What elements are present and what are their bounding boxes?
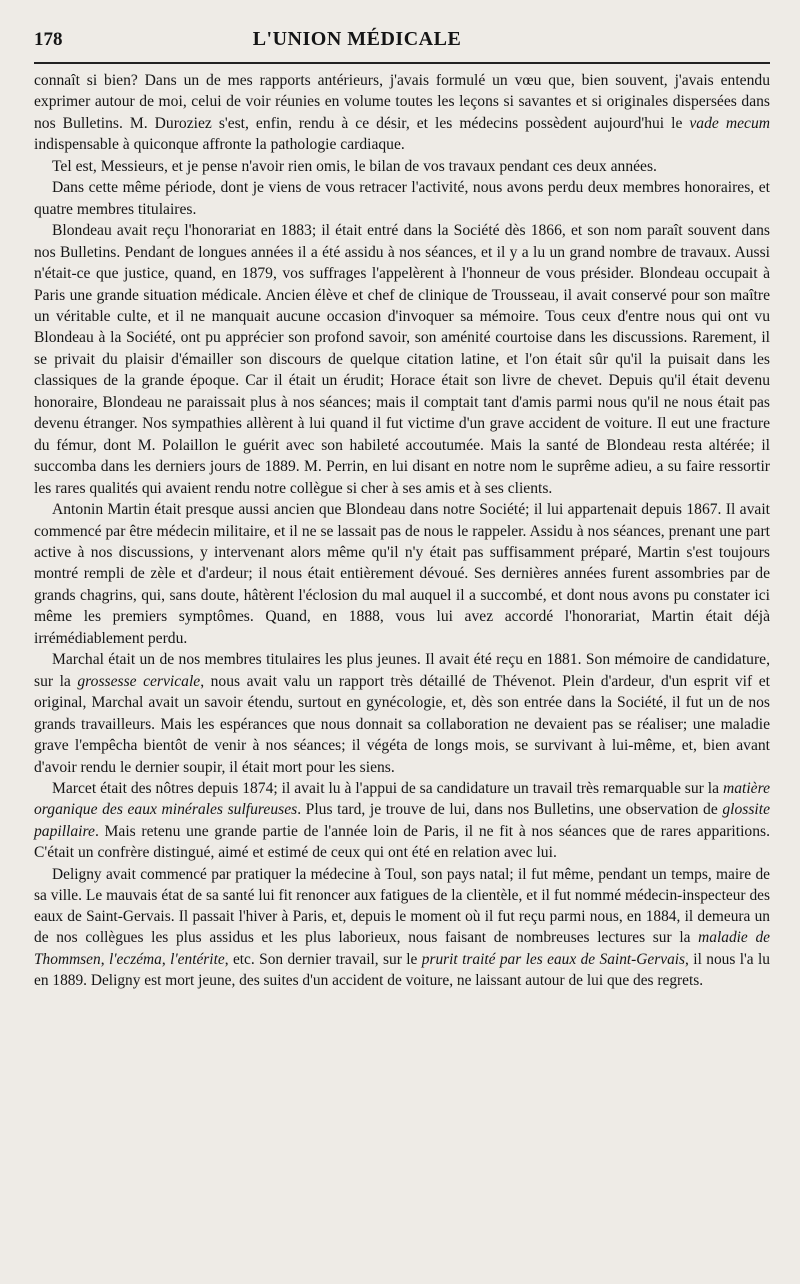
italic-text-segment: maladie de Thommsen (34, 929, 770, 968)
italic-text-segment: grossesse cervicale (77, 672, 201, 690)
text-segment: indispensable à quiconque affronte la pathologie cardiaque. (34, 136, 405, 154)
page-header (34, 28, 770, 58)
text-segment: . Plus tard, je trouve de lui, dans nos Bulletins, une observation de (297, 801, 723, 819)
text-segment: , (161, 950, 171, 968)
paragraph (34, 220, 770, 499)
paragraph (34, 499, 770, 649)
page-number: 178 (34, 29, 63, 50)
italic-text-segment: prurit traité par les eaux de Saint-Gervais (421, 950, 686, 968)
running-title: L'UNION MÉDICALE (252, 28, 462, 50)
paragraph (34, 177, 770, 220)
body-text (34, 70, 770, 991)
text-segment: Dans cette même période, dont je viens de vous retracer l'activité, nous avons perdu deux membres honoraires, et quatre membres titulaires. (34, 179, 770, 218)
paragraph (34, 649, 770, 778)
text-segment: Deligny avait commencé par pratiquer la médecine à Toul, son pays natal; il fut même, pendant un temps, maire de sa ville. Le mauvais état de sa santé lui fit renoncer aux fatigues de la clientèle, et il fut nommé médecin-inspecteur des eaux de Saint-Gervais. Il passait l'hiver à Paris, et, depuis le moment où il fut reçu parmi nous, en 1884, il demeura un de nos collègues les plus assidus et les plus laborieux, nous faisant de nombreuses lectures sur la (34, 865, 770, 947)
text-segment: Tel est, Messieurs, et je pense n'avoir rien omis, le bilan de vos travaux pendant ces deux années. (52, 157, 657, 175)
text-segment: , il nous l'a lu en 1889. Deligny est mort jeune, des suites d'un accident de voiture, ne laissant autour de lui que des regrets. (34, 950, 771, 989)
text-segment: Blondeau avait reçu l'honorariat en 1883; il était entré dans la Société dès 1866, et son nom paraît souvent dans nos Bulletins. Pendant de longues années il a été assidu à nos séances, et il y a lu un grand nombre de travaux. Aussi n'était-ce que justice, quand, en 1879, vos suffrages l'appelèrent à l'honneur de vous présider. Blondeau occupait à Paris une grande situation médicale. Ancien élève et chef de clinique de Trousseau, il avait conservé pour son maître un véritable culte, et il ne manquait aucune occasion d'invoquer sa mémoire. Tous ceux d'entre nous qui ont vu Blondeau à la Société, ont pu apprécier son profond savoir, son aménité courtoise dans les discussions. Rarement, il se privait du plaisir d'émailler son discours de quelque citation latine, et l'on était sûr qu'il la puisait dans les classiques de la grande époque. Car il était un érudit; Horace était son livre de chevet. Depuis qu'il était devenu honoraire, Blondeau ne paraissait plus à nos séances; mais il comptait tant d'amis parmi nous qu'il ne nous était pas devenu étranger. Nos sympathies allèrent à lui quand il fut victime d'un grave accident de voiture. Il eut une fracture du fémur, dont M. Polaillon le guérit avec son habileté accoutumée. Mais la santé de Blondeau resta altérée; il succomba dans les derniers jours de 1889. M. Perrin, en lui disant en notre nom le suprême adieu, a su faire ressortir les rares qualités qui avaient rendu notre collègue si cher à ses amis et à ses clients. (34, 222, 770, 497)
text-segment: Marchal était un de nos membres titulaires les plus jeunes. Il avait été reçu en 1881. Son mémoire de candidature, sur la (34, 651, 770, 690)
text-segment: Marcet était des nôtres depuis 1874; il avait lu à l'appui de sa candidature un travail très remarquable sur la (52, 779, 723, 797)
paragraph (34, 156, 770, 177)
header-rule (34, 62, 770, 64)
italic-text-segment: l'eczéma (108, 950, 162, 968)
paragraph (34, 864, 770, 991)
text-segment: Antonin Martin était presque aussi ancien que Blondeau dans notre Société; il lui appartenait depuis 1867. Il avait commencé par être médecin militaire, et il ne se lassait pas de nous le rappeler. Assidu à nos séances, prenant une part active à nos discussions, y intervenant alors même qu'il n'y était pas suffisamment préparé, Martin s'est toujours montré rempli de zèle et d'ardeur; il nous était entièrement dévoué. Ses dernières années furent assombries par de grands chagrins, qui, sans doute, hâtèrent l'éclosion du mal auquel il a succombé, et dont nous avons pu constater ici même les premiers symptômes. Quand, en 1888, vous lui avez accordé l'honorariat, Martin était déjà irrémédiablement perdu. (34, 501, 770, 647)
italic-text-segment: matière organique des eaux minérales sulfureuses (34, 779, 770, 819)
paragraph (34, 778, 770, 864)
italic-text-segment: glossite papillaire (34, 801, 770, 840)
italic-text-segment: vade mecum (689, 114, 770, 132)
text-segment: , (100, 950, 109, 968)
text-segment: , etc. Son dernier travail, sur le (224, 950, 422, 968)
text-segment: connaît si bien? Dans un de mes rapports antérieurs, j'avais formulé un vœu que, bien souvent, j'avais entendu exprimer autour de moi, celui de voir réunies en volume toutes les leçons si savantes et si originales dispersées dans nos Bulletins. M. Duroziez s'est, enfin, rendu à ce désir, et les médecins possèdent aujourd'hui le (34, 72, 770, 132)
italic-text-segment: l'entérite (170, 950, 225, 968)
text-segment: , nous avait valu un rapport très détaillé de Thévenot. Plein d'ardeur, d'un esprit vif et original, Marchal avait un savoir étendu, surtout en gynécologie, et, dès son entrée dans la Société, il fut un de nos grands travailleurs. Mais les espérances que nous donnait sa collaboration ne devaient pas se réaliser; une maladie grave l'empêcha bientôt de venir à nos séances; il végéta de longs mois, se survivant à lui-même, et, bien avant d'avoir rendu le dernier soupir, il était mort pour les siens. (34, 672, 770, 776)
text-segment: . Mais retenu une grande partie de l'année loin de Paris, il ne fit à nos séances que de rares apparitions. C'était un confrère distingué, aimé et estimé de ceux qui ont été en relation avec lui. (34, 822, 770, 862)
paragraph (34, 70, 770, 156)
